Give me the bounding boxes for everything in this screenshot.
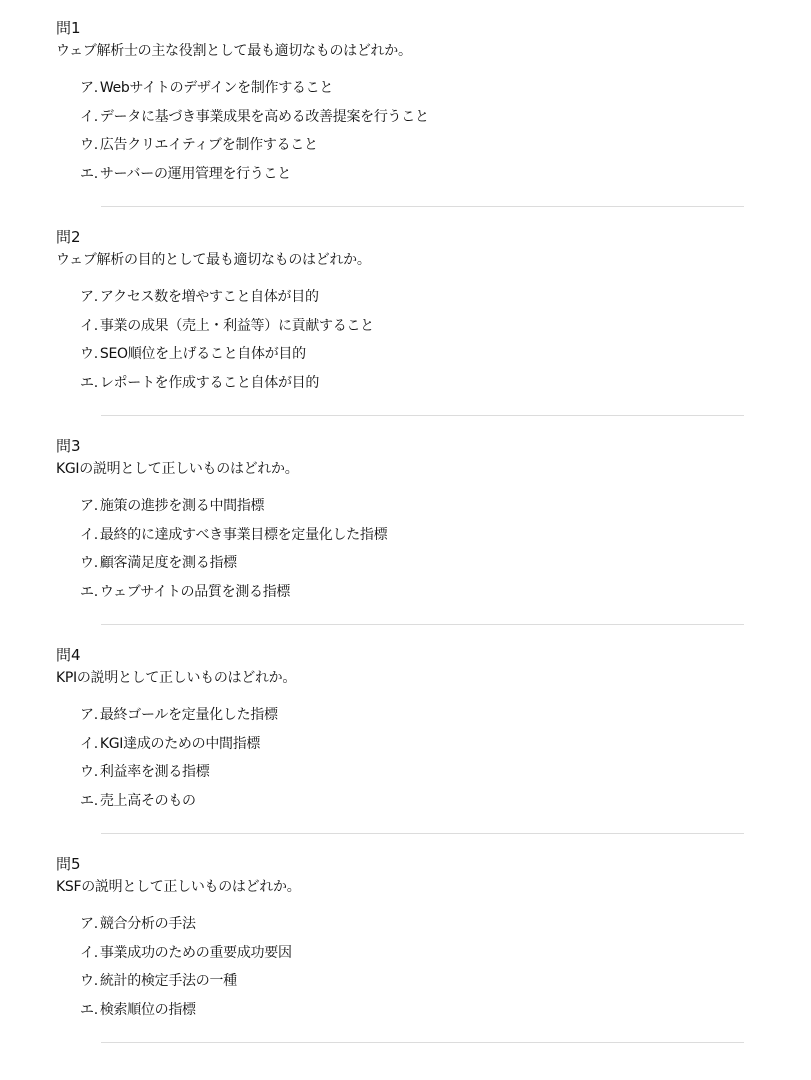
option-text: サーバーの運用管理を行うこと — [99, 166, 291, 183]
question-block-5 — [0, 844, 811, 1053]
option-u — [80, 553, 387, 582]
option-e — [80, 1000, 292, 1029]
option-i — [80, 943, 292, 972]
question-text: KPIの説明として正しいものはどれか。 — [56, 670, 297, 686]
option-text: 最終的に達成すべき事業目標を定量化した指標 — [99, 526, 388, 543]
question-number: 問5 — [56, 855, 81, 873]
option-i — [80, 525, 387, 554]
option-list — [80, 287, 374, 402]
option-i — [80, 316, 374, 345]
option-text: 検索順位の指標 — [99, 1002, 196, 1019]
option-text: データに基づき事業成果を高める改善提案を行うこと — [99, 108, 429, 125]
question-block-2 — [0, 217, 811, 426]
option-u — [80, 762, 278, 791]
option-label: ア. — [80, 80, 98, 96]
divider — [101, 1042, 744, 1043]
question-number: 問3 — [56, 437, 81, 455]
option-label: エ. — [80, 375, 98, 392]
option-u — [80, 344, 374, 373]
option-i — [80, 107, 429, 136]
option-e — [80, 582, 387, 611]
option-text: レポートを作成すること自体が目的 — [99, 375, 320, 392]
option-label: ウ. — [80, 764, 98, 781]
option-text: 売上高そのもの — [99, 793, 196, 810]
option-label: ア. — [80, 289, 98, 305]
question-number: 問4 — [56, 646, 81, 664]
option-label: エ. — [80, 793, 98, 810]
divider — [101, 206, 744, 207]
option-a — [80, 496, 387, 525]
option-text: 施策の進捗を測る中間指標 — [99, 498, 265, 514]
option-label: イ. — [80, 735, 98, 752]
option-text: 最終ゴールを定量化した指標 — [99, 707, 278, 723]
option-a — [80, 78, 429, 107]
option-e — [80, 373, 374, 402]
question-text: KSFの説明として正しいものはどれか。 — [56, 879, 301, 895]
option-text: 利益率を測る指標 — [99, 764, 210, 781]
option-text: ウェブサイトの品質を測る指標 — [99, 584, 291, 601]
option-label: ウ. — [80, 973, 98, 990]
option-label: イ. — [80, 944, 98, 961]
option-label: イ. — [80, 108, 98, 125]
option-a — [80, 914, 292, 943]
question-number: 問2 — [56, 228, 81, 246]
option-label: ウ. — [80, 137, 98, 154]
option-label: エ. — [80, 584, 98, 601]
option-u — [80, 135, 429, 164]
option-label: イ. — [80, 317, 98, 334]
divider — [101, 415, 744, 416]
question-block-4 — [0, 635, 811, 844]
divider — [101, 624, 744, 625]
option-label: ア. — [80, 707, 98, 723]
option-e — [80, 791, 278, 820]
question-block-3 — [0, 426, 811, 635]
option-text: 統計的検定手法の一種 — [99, 973, 237, 990]
question-block-1 — [0, 8, 811, 217]
divider — [101, 833, 744, 834]
option-list — [80, 705, 278, 820]
option-text: KGI達成のための中間指標 — [99, 735, 261, 752]
option-i — [80, 734, 278, 763]
option-label: ウ. — [80, 555, 98, 572]
option-label: ウ. — [80, 346, 98, 363]
question-number: 問1 — [56, 19, 81, 37]
option-e — [80, 164, 429, 193]
option-u — [80, 971, 292, 1000]
option-a — [80, 705, 278, 734]
option-text: 顧客満足度を測る指標 — [99, 555, 237, 572]
option-text: 事業成功のための重要成功要因 — [99, 944, 292, 961]
option-text: 事業の成果（売上・利益等）に貢献すること — [99, 317, 374, 334]
option-list — [80, 496, 387, 611]
option-text: 広告クリエイティブを制作すること — [99, 137, 318, 154]
option-text: SEO順位を上げること自体が目的 — [99, 346, 306, 363]
option-text: アクセス数を増やすこと自体が目的 — [99, 289, 319, 305]
question-text: ウェブ解析士の主な役割として最も適切なものはどれか。 — [56, 43, 412, 59]
option-label: ア. — [80, 498, 98, 514]
option-label: エ. — [80, 166, 98, 183]
option-a — [80, 287, 374, 316]
option-label: ア. — [80, 916, 98, 932]
option-list — [80, 914, 292, 1029]
option-text: Webサイトのデザインを制作すること — [99, 80, 334, 96]
option-text: 競合分析の手法 — [99, 916, 196, 932]
question-text: KGIの説明として正しいものはどれか。 — [56, 461, 299, 477]
option-label: イ. — [80, 526, 98, 543]
option-list — [80, 78, 429, 193]
question-text: ウェブ解析の目的として最も適切なものはどれか。 — [56, 252, 371, 268]
option-label: エ. — [80, 1002, 98, 1019]
